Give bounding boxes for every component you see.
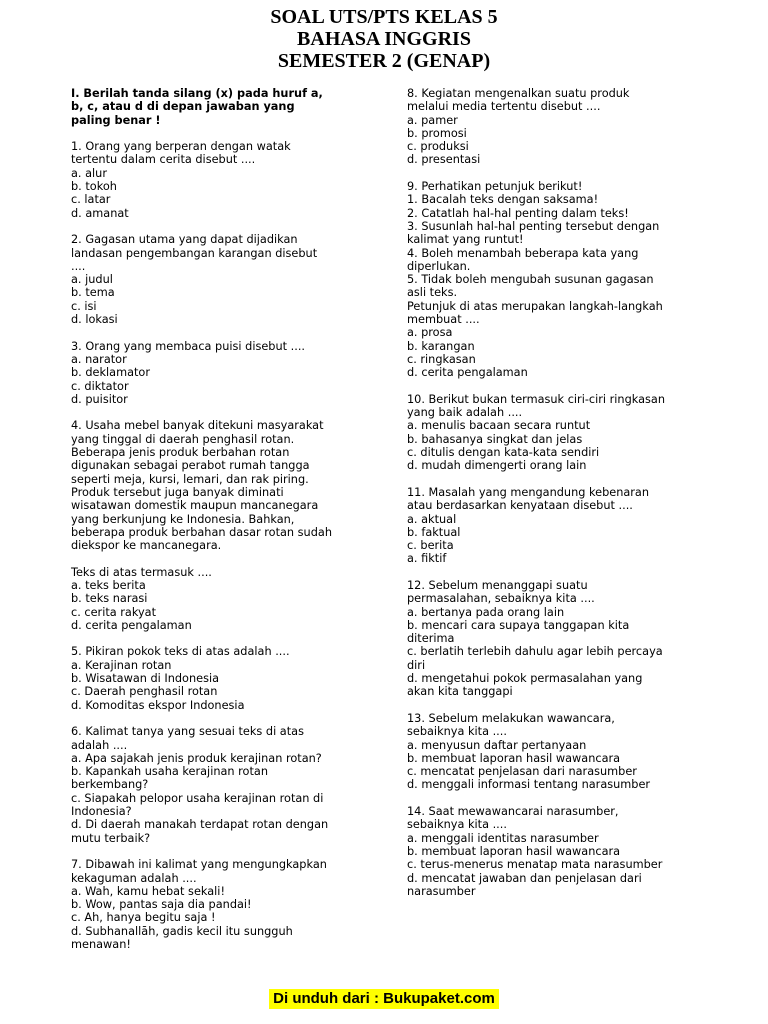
answer-option: d. Subhanallāh, gadis kecil itu sungguh menawan!: [71, 924, 293, 951]
title-line-3: SEMESTER 2 (GENAP): [277, 50, 491, 72]
question-stem: 7. Dibawah ini kalimat yang mengungkapkan kekaguman adalah ....: [71, 858, 327, 885]
question-2: [71, 233, 371, 326]
answer-option: b. Wow, pantas saja dia pandai!: [71, 898, 252, 912]
answer-option: d. cerita pengalaman: [407, 366, 528, 380]
answer-option: d. mengetahui pokok permasalahan yang akan kita tanggapi: [407, 672, 643, 699]
answer-option: a. teks berita: [71, 578, 146, 592]
answer-option: d. cerita pengalaman: [71, 618, 192, 632]
question-12: [407, 579, 707, 699]
answer-option: d. Komoditas ekspor Indonesia: [71, 698, 245, 712]
title-line-1: SOAL UTS/PTS KELAS 5: [270, 6, 498, 28]
answer-option: a. narator: [71, 352, 127, 366]
question-5: [71, 645, 371, 711]
answer-option: b. Wisatawan di Indonesia: [71, 672, 220, 686]
answer-option: c. terus-menerus menatap mata narasumber: [407, 858, 663, 872]
answer-option: c. mencatat penjelasan dari narasumber: [407, 765, 637, 779]
question-stem: 8. Kegiatan mengenalkan suatu produk melalui media tertentu disebut ....: [407, 87, 630, 114]
question-stem: 5. Pikiran pokok teks di atas adalah ....: [71, 645, 290, 659]
question-1: [71, 140, 371, 220]
answer-option: b. faktual: [407, 525, 461, 539]
answer-option: a. bertanya pada orang lain: [407, 605, 565, 619]
question-stem: 11. Masalah yang mengandung kebenaran atau berdasarkan kenyataan disebut ....: [407, 485, 650, 513]
answer-option: d. lokasi: [71, 313, 118, 327]
download-source-footer: [0, 988, 768, 1009]
answer-option: a. fiktif: [407, 552, 447, 566]
question-14: [407, 805, 707, 898]
answer-option: d. mudah dimengerti orang lain: [407, 459, 587, 473]
answer-option: c. berlatih terlebih dahulu agar lebih percaya diri: [407, 645, 663, 672]
answer-option: d. puisitor: [71, 392, 128, 406]
question-11: [407, 486, 707, 566]
answer-option: c. Daerah penghasil rotan: [71, 685, 218, 699]
right-column: [407, 87, 707, 911]
answer-option: a. menggali identitas narasumber: [407, 831, 599, 845]
question-7: [71, 858, 371, 951]
question-stem: 3. Orang yang membaca puisi disebut ....: [71, 339, 306, 353]
question-13: [407, 712, 707, 792]
answer-option: c. diktator: [71, 379, 129, 393]
answer-option: c. isi: [71, 299, 97, 313]
answer-option: c. produksi: [407, 140, 469, 154]
answer-option: b. karangan: [407, 339, 475, 353]
question-9: [407, 180, 707, 379]
question-6: [71, 725, 371, 845]
question-stem: 6. Kalimat tanya yang sesuai teks di atas adalah ....: [71, 725, 304, 752]
answer-option: b. Kapankah usaha kerajinan rotan berkembang?: [71, 765, 268, 792]
question-stem: 9. Perhatikan petunjuk berikut! 1. Bacalah teks dengan saksama! 2. Catatlah hal-hal penting dalam teks! 3. Susunlah hal-hal penting tersebut dengan kalimat yang runtut! 4. Boleh menambah beberapa kata yang diperlukan. 5. Tidak boleh mengubah susunan gagasan asli teks. Petunjuk di atas merupakan langkah-langkah membuat ....: [407, 180, 663, 327]
answer-option: a. menulis bacaan secara runtut: [407, 419, 591, 433]
question-3: [71, 340, 371, 406]
answer-option: a. Kerajinan rotan: [71, 658, 172, 672]
answer-option: c. latar: [71, 193, 111, 207]
answer-option: c. Ah, hanya begitu saja !: [71, 911, 216, 925]
answer-option: d. presentasi: [407, 153, 481, 167]
question-8: [407, 87, 707, 167]
answer-option: d. mencatat jawaban dan penjelasan dari narasumber: [407, 871, 642, 898]
answer-option: d. amanat: [71, 206, 129, 220]
answer-option: a. menyusun daftar pertanyaan: [407, 738, 587, 752]
answer-option: c. cerita rakyat: [71, 605, 157, 619]
answer-option: c. Siapakah pelopor usaha kerajinan rotan di Indonesia?: [71, 791, 324, 819]
question-stem: 14. Saat mewawancarai narasumber, sebaiknya kita ....: [407, 805, 619, 832]
answer-option: b. membuat laporan hasil wawancara: [407, 844, 621, 858]
question-stem: 12. Sebelum menanggapi suatu permasalahan, sebaiknya kita ....: [407, 578, 595, 606]
answer-option: d. menggali informasi tentang narasumber: [407, 778, 651, 792]
answer-option: d. Di daerah manakah terdapat rotan dengan mutu terbaik?: [71, 818, 329, 845]
answer-option: b. promosi: [407, 126, 467, 140]
instruction: I. Berilah tanda silang (x) pada huruf a, b, c, atau d di depan jawaban yang paling benar !: [71, 87, 323, 127]
document-title: [0, 6, 768, 72]
question-stem: 13. Sebelum melakukan wawancara, sebaiknya kita ....: [407, 711, 615, 739]
question-passage: 4. Usaha mebel banyak ditekuni masyarakat yang tinggal di daerah penghasil rotan. Beberapa jenis produk berbahan rotan digunakan sebagai perabot rumah tangga seperti meja, kursi, lemari, dan rak piring. Produk tersebut juga banyak diminati wisatawan domestik maupun mancanegara yang berkunjung ke Indonesia. Bahkan, beberapa produk berbahan dasar rotan sudah diekspor ke mancanegara.: [71, 419, 332, 553]
title-line-2: BAHASA INGGRIS: [297, 28, 471, 50]
answer-option: b. tema: [71, 286, 115, 300]
answer-option: a. judul: [71, 273, 113, 287]
left-column: [71, 87, 371, 965]
answer-option: a. pamer: [407, 113, 458, 127]
answer-option: c. berita: [407, 539, 454, 553]
answer-option: b. mencari cara supaya tanggapan kita diterima: [407, 618, 630, 646]
answer-option: b. bahasanya singkat dan jelas: [407, 432, 583, 446]
question-stem: 10. Berikut bukan termasuk ciri-ciri ringkasan yang baik adalah ....: [407, 392, 665, 420]
answer-option: b. tokoh: [71, 180, 117, 194]
question-stem: Teks di atas termasuk ....: [71, 565, 212, 579]
answer-option: b. teks narasi: [71, 592, 148, 606]
footer-link-text[interactable]: Di unduh dari : Bukupaket.com: [269, 989, 499, 1009]
question-4: [71, 419, 371, 632]
answer-option: c. ringkasan: [407, 352, 476, 366]
answer-option: a. prosa: [407, 326, 453, 340]
answer-option: a. aktual: [407, 512, 457, 526]
question-stem: 1. Orang yang berperan dengan watak tertentu dalam cerita disebut ....: [71, 140, 291, 167]
answer-option: b. deklamator: [71, 366, 150, 380]
question-10: [407, 393, 707, 473]
answer-option: a. Wah, kamu hebat sekali!: [71, 884, 225, 898]
question-stem: 2. Gagasan utama yang dapat dijadikan landasan pengembangan karangan disebut ....: [71, 233, 318, 273]
answer-option: a. Apa sajakah jenis produk kerajinan rotan?: [71, 751, 322, 765]
answer-option: c. ditulis dengan kata-kata sendiri: [407, 446, 600, 460]
answer-option: a. alur: [71, 166, 107, 180]
answer-option: b. membuat laporan hasil wawancara: [407, 751, 621, 765]
